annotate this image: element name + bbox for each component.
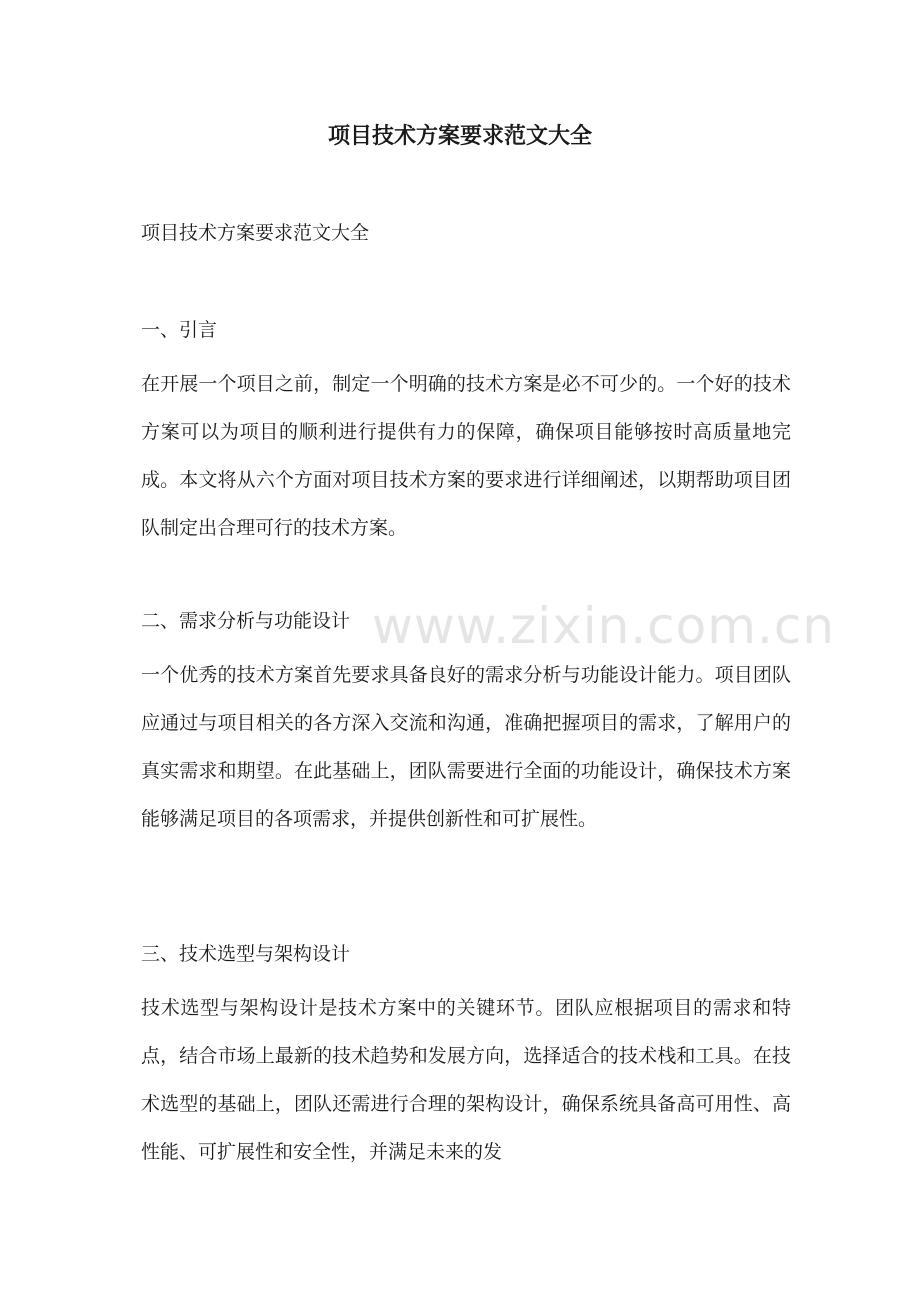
section-technology-selection <box>141 936 791 1176</box>
section-introduction <box>141 312 791 552</box>
section-requirements-analysis <box>141 603 791 843</box>
section-heading: 三、技术选型与架构设计 <box>141 943 351 965</box>
section-heading: 二、需求分析与功能设计 <box>141 610 351 632</box>
document-title: 项目技术方案要求范文大全 <box>327 123 592 149</box>
section-heading: 一、引言 <box>141 319 218 341</box>
section-body: 技术选型与架构设计是技术方案中的关键环节。团队应根据项目的需求和特点，结合市场上最新的技术趋势和发展方向，选择适合的技术栈和工具。在技术选型的基础上，团队还需进行合理的架构设计，确保系统具备高可用性、高性能、可扩展性和安全性，并满足未来的发 <box>141 997 791 1163</box>
watermark: www.zixin.com.cn <box>372 597 836 655</box>
document-subtitle: 项目技术方案要求范文大全 <box>141 222 370 244</box>
section-body: 在开展一个项目之前，制定一个明确的技术方案是必不可少的。一个好的技术方案可以为项目的顺利进行提供有力的保障，确保项目能够按时高质量地完成。本文将从六个方面对项目技术方案的要求进行详细阐述，以期帮助项目团队制定出合理可行的技术方案。 <box>141 373 791 539</box>
section-body: 一个优秀的技术方案首先要求具备良好的需求分析与功能设计能力。项目团队应通过与项目相关的各方深入交流和沟通，准确把握项目的需求，了解用户的真实需求和期望。在此基础上，团队需要进行全面的功能设计，确保技术方案能够满足项目的各项需求，并提供创新性和可扩展性。 <box>141 664 791 830</box>
